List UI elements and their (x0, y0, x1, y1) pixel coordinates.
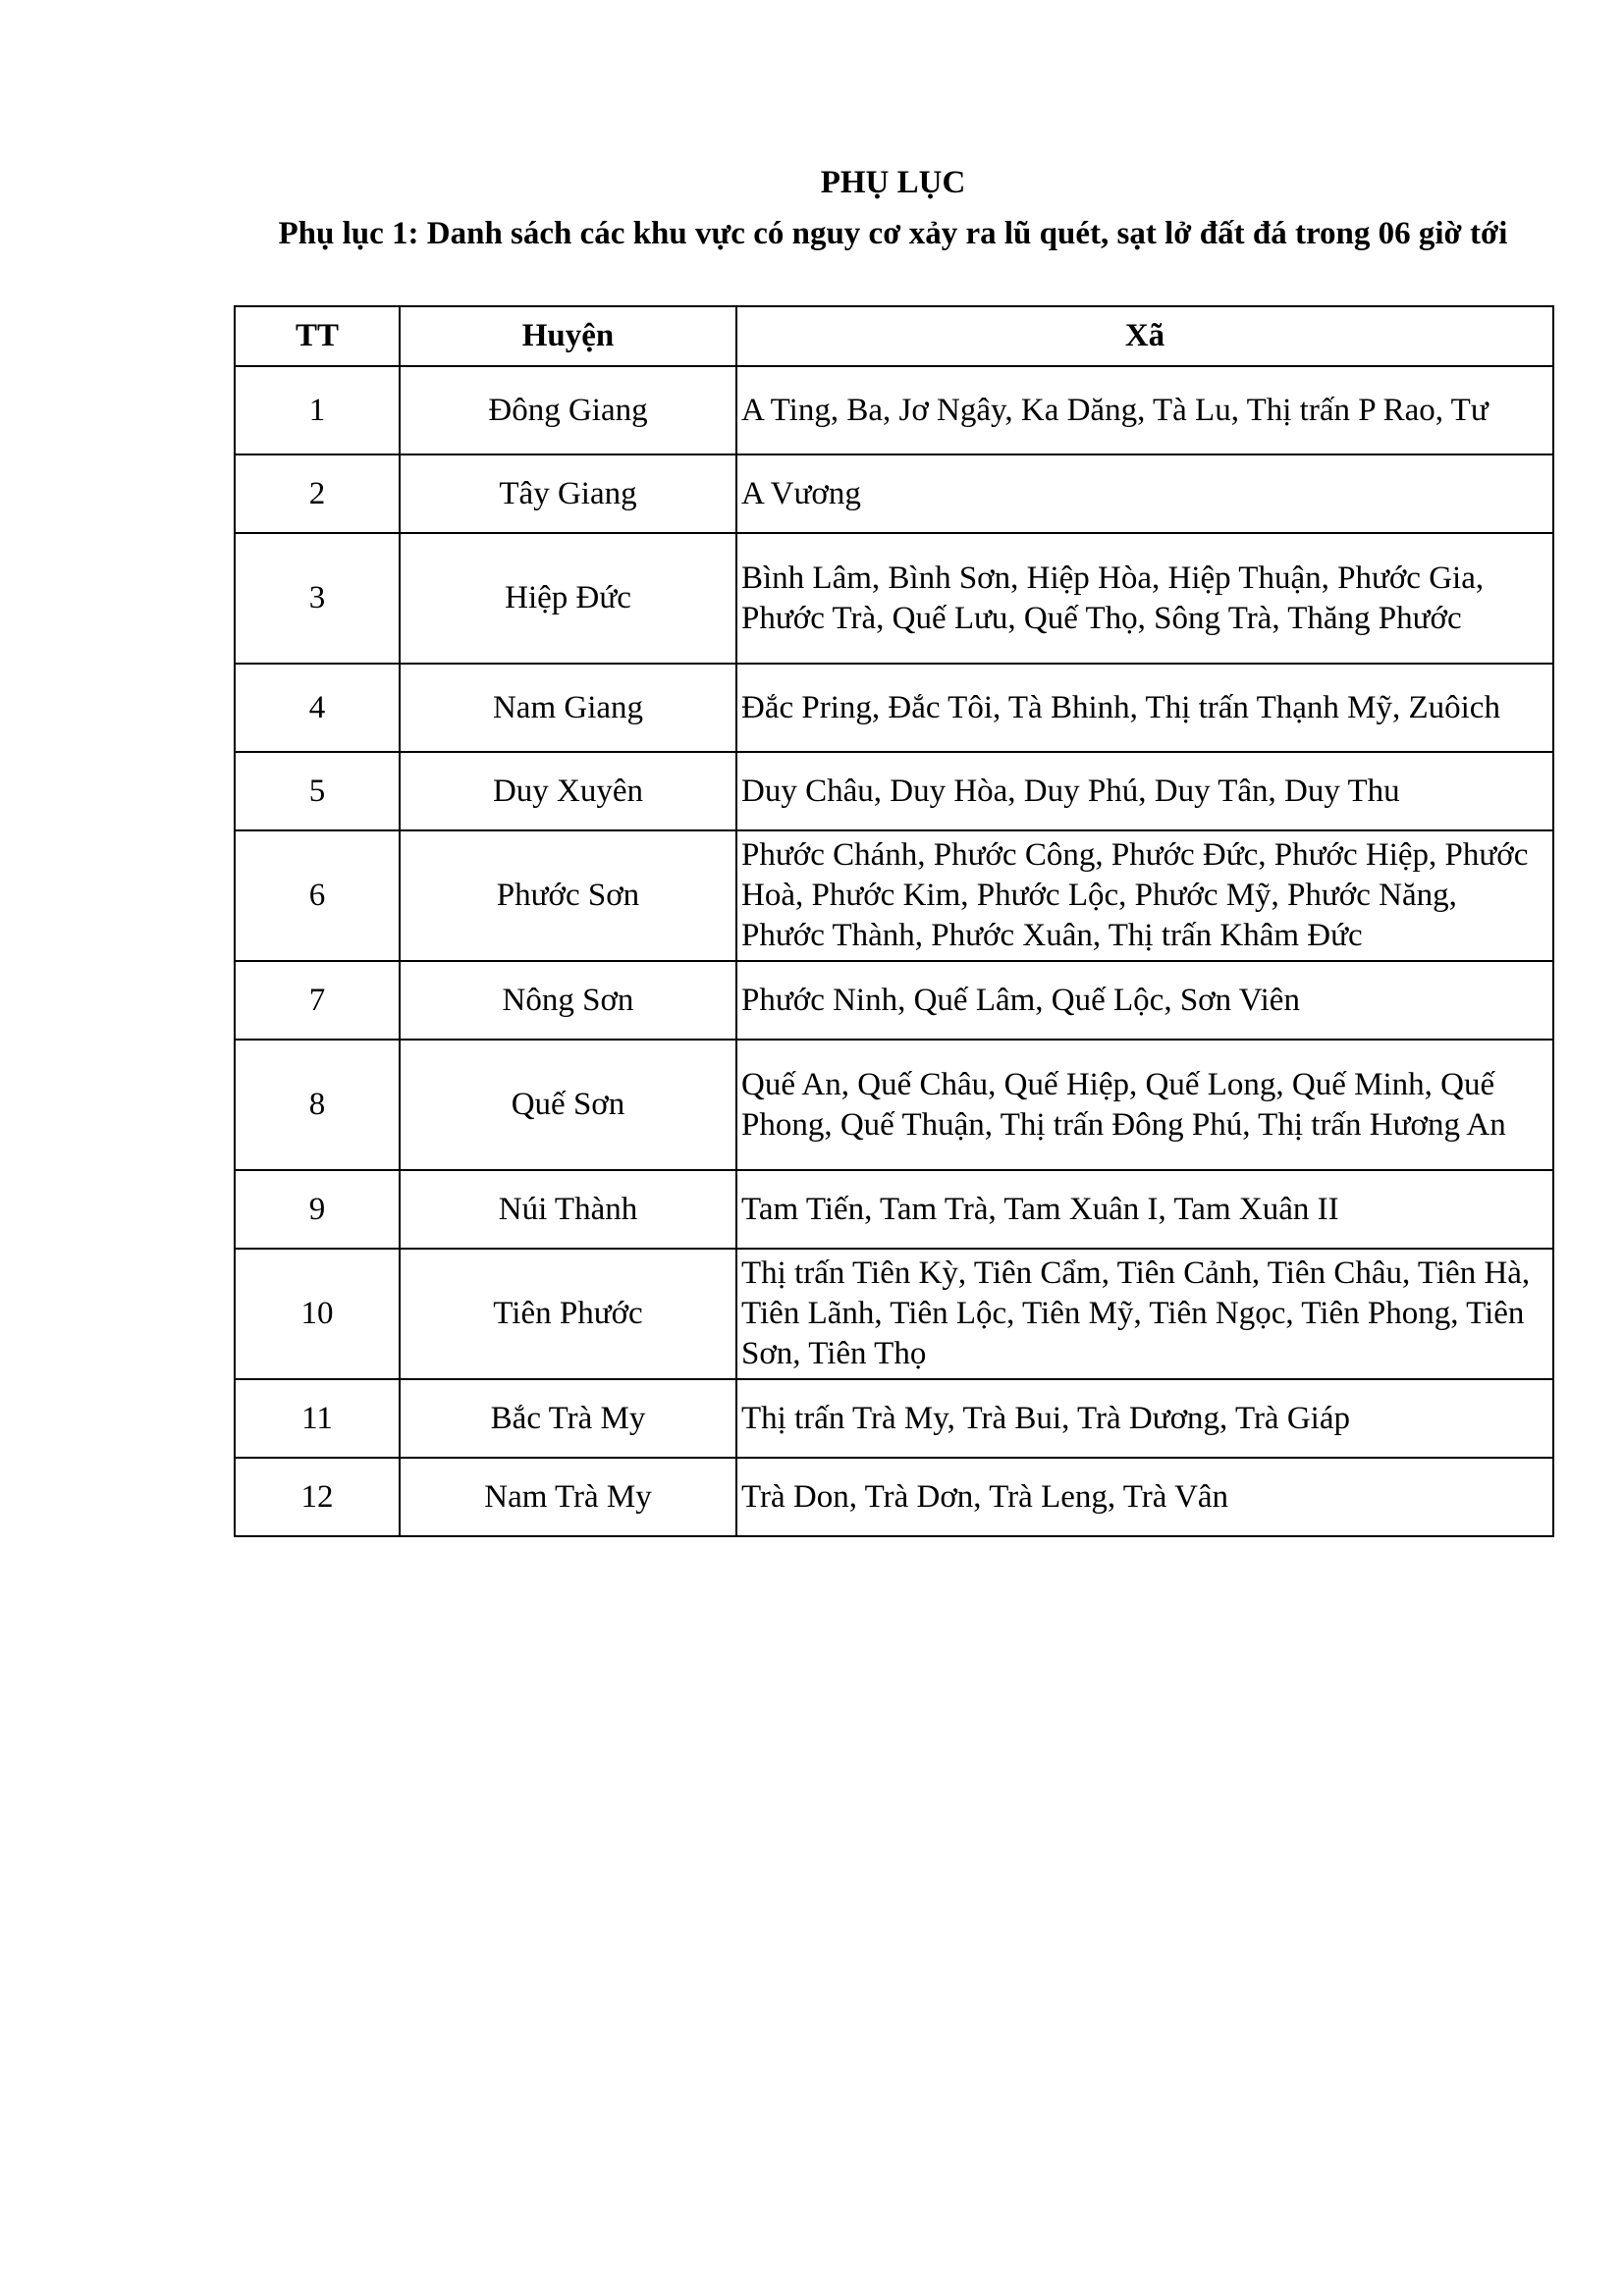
document-title: PHỤ LỤC (820, 165, 966, 200)
table-row (235, 1249, 1553, 1379)
cell-huyen: Hiệp Đức (400, 533, 736, 664)
table-header-row (235, 306, 1553, 366)
cell-xa: A Vương (736, 454, 1553, 533)
cell-huyen: Tiên Phước (400, 1249, 736, 1379)
cell-tt: 4 (235, 664, 400, 752)
table-row (235, 752, 1553, 830)
cell-huyen: Duy Xuyên (400, 752, 736, 830)
cell-huyen: Núi Thành (400, 1170, 736, 1249)
cell-huyen: Bắc Trà My (400, 1379, 736, 1458)
cell-huyen: Phước Sơn (400, 830, 736, 961)
cell-tt: 8 (235, 1040, 400, 1170)
cell-tt: 1 (235, 366, 400, 454)
cell-huyen: Nam Trà My (400, 1458, 736, 1536)
cell-tt: 12 (235, 1458, 400, 1536)
table-row (235, 366, 1553, 454)
cell-xa: Thị trấn Tiên Kỳ, Tiên Cẩm, Tiên Cảnh, Tiên Châu, Tiên Hà, Tiên Lãnh, Tiên Lộc, Tiên Mỹ, Tiên Ngọc, Tiên Phong, Tiên Sơn, Tiên Thọ (736, 1249, 1553, 1379)
cell-huyen: Quế Sơn (400, 1040, 736, 1170)
cell-xa: Quế An, Quế Châu, Quế Hiệp, Quế Long, Quế Minh, Quế Phong, Quế Thuận, Thị trấn Đông Phú, Thị trấn Hương An (736, 1040, 1553, 1170)
header-tt: TT (235, 306, 400, 366)
table-row (235, 454, 1553, 533)
cell-tt: 7 (235, 961, 400, 1040)
document-subtitle: Phụ lục 1: Danh sách các khu vực có nguy cơ xảy ra lũ quét, sạt lở đất đá trong 06 giờ tới (278, 216, 1508, 251)
cell-huyen: Tây Giang (400, 454, 736, 533)
cell-xa: A Ting, Ba, Jơ Ngây, Ka Dăng, Tà Lu, Thị trấn P Rao, Tư (736, 366, 1553, 454)
table-row (235, 961, 1553, 1040)
cell-xa: Thị trấn Trà My, Trà Bui, Trà Dương, Trà Giáp (736, 1379, 1553, 1458)
table-row (235, 664, 1553, 752)
table-row (235, 830, 1553, 961)
cell-xa: Duy Châu, Duy Hòa, Duy Phú, Duy Tân, Duy Thu (736, 752, 1553, 830)
table-row (235, 1170, 1553, 1249)
table-row (235, 1379, 1553, 1458)
cell-tt: 11 (235, 1379, 400, 1458)
cell-tt: 3 (235, 533, 400, 664)
risk-area-table (234, 305, 1554, 1537)
cell-huyen: Nam Giang (400, 664, 736, 752)
header-xa: Xã (736, 306, 1553, 366)
cell-xa: Phước Chánh, Phước Công, Phước Đức, Phước Hiệp, Phước Hoà, Phước Kim, Phước Lộc, Phước Mỹ, Phước Năng, Phước Thành, Phước Xuân, Thị trấn Khâm Đức (736, 830, 1553, 961)
table-row (235, 533, 1553, 664)
cell-tt: 2 (235, 454, 400, 533)
cell-xa: Trà Don, Trà Dơn, Trà Leng, Trà Vân (736, 1458, 1553, 1536)
header-huyen: Huyện (400, 306, 736, 366)
table-row (235, 1040, 1553, 1170)
cell-huyen: Đông Giang (400, 366, 736, 454)
cell-xa: Tam Tiến, Tam Trà, Tam Xuân I, Tam Xuân II (736, 1170, 1553, 1249)
cell-xa: Đắc Pring, Đắc Tôi, Tà Bhinh, Thị trấn Thạnh Mỹ, Zuôich (736, 664, 1553, 752)
cell-xa: Phước Ninh, Quế Lâm, Quế Lộc, Sơn Viên (736, 961, 1553, 1040)
cell-tt: 10 (235, 1249, 400, 1379)
table-row (235, 1458, 1553, 1536)
cell-tt: 5 (235, 752, 400, 830)
cell-huyen: Nông Sơn (400, 961, 736, 1040)
cell-tt: 9 (235, 1170, 400, 1249)
cell-xa: Bình Lâm, Bình Sơn, Hiệp Hòa, Hiệp Thuận, Phước Gia, Phước Trà, Quế Lưu, Quế Thọ, Sông Trà, Thăng Phước (736, 533, 1553, 664)
cell-tt: 6 (235, 830, 400, 961)
